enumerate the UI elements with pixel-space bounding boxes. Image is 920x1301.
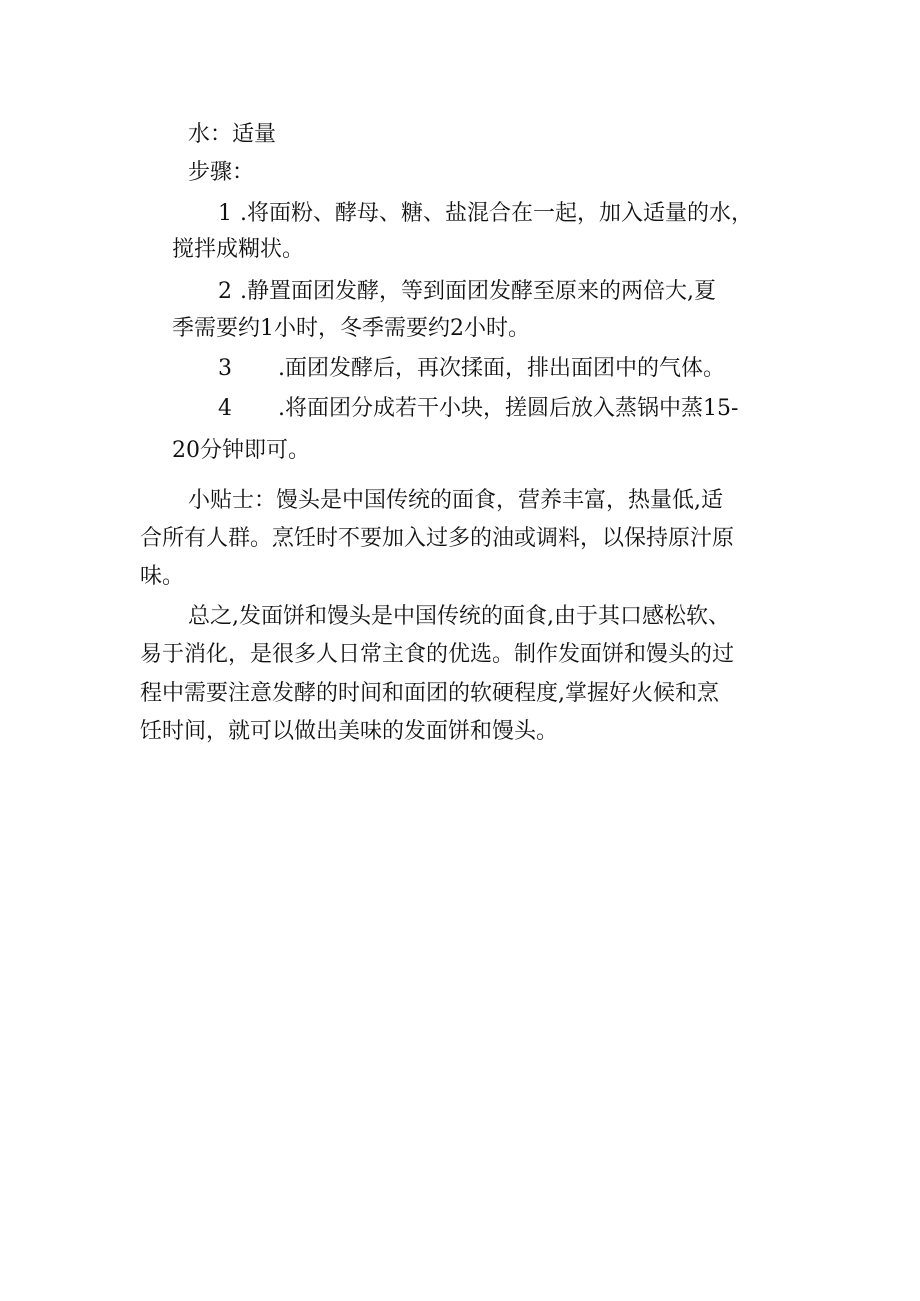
step-1-line-2: 搅拌成糊状。	[172, 237, 305, 262]
step-2-line-2: 季需要约1小时，冬季需要约2小时。	[172, 316, 530, 341]
step-4-text: .将面团分成若干小块，搓圆后放入蒸锅中蒸15-	[278, 396, 739, 421]
tip-line-1: 小贴士：馒头是中国传统的面食，营养丰富，热量低,适	[188, 488, 723, 513]
tip-line-2: 合所有人群。烹饪时不要加入过多的油或调料，以保持原汁原	[140, 526, 735, 551]
step-3-text: .面团发酵后，再次揉面，排出面团中的气体。	[278, 356, 725, 381]
step-1-number: 1	[218, 201, 232, 226]
summary-line-3: 程中需要注意发酵的时间和面团的软硬程度,掌握好火候和烹	[140, 681, 719, 706]
step-1-text: .将面粉、酵母、糖、盐混合在一起，加入适量的水，	[240, 201, 753, 226]
step-2-text: .静置面团发酵，等到面团发酵至原来的两倍大,夏	[240, 279, 716, 304]
step-4-line-1	[218, 394, 738, 424]
step-2-number: 2	[218, 279, 232, 304]
summary-line-2: 易于消化，是很多人日常主食的优选。制作发面饼和馒头的过	[140, 642, 735, 667]
steps-heading: 步骤：	[188, 160, 255, 185]
step-2-line-1	[218, 277, 803, 307]
ingredient-water: 水：适量	[188, 122, 277, 147]
step-3-number: 3	[218, 356, 232, 381]
tip-line-3: 味。	[140, 564, 185, 589]
summary-line-1: 总之,发面饼和馒头是中国传统的面食,由于其口感松软、	[188, 604, 730, 629]
step-3-line-1	[218, 354, 725, 384]
step-4-number: 4	[218, 396, 232, 421]
summary-line-4: 饪时间，就可以做出美味的发面饼和馒头。	[140, 719, 559, 744]
step-4-line-2: 20分钟即可。	[172, 438, 310, 463]
step-1-line-1	[218, 199, 803, 229]
